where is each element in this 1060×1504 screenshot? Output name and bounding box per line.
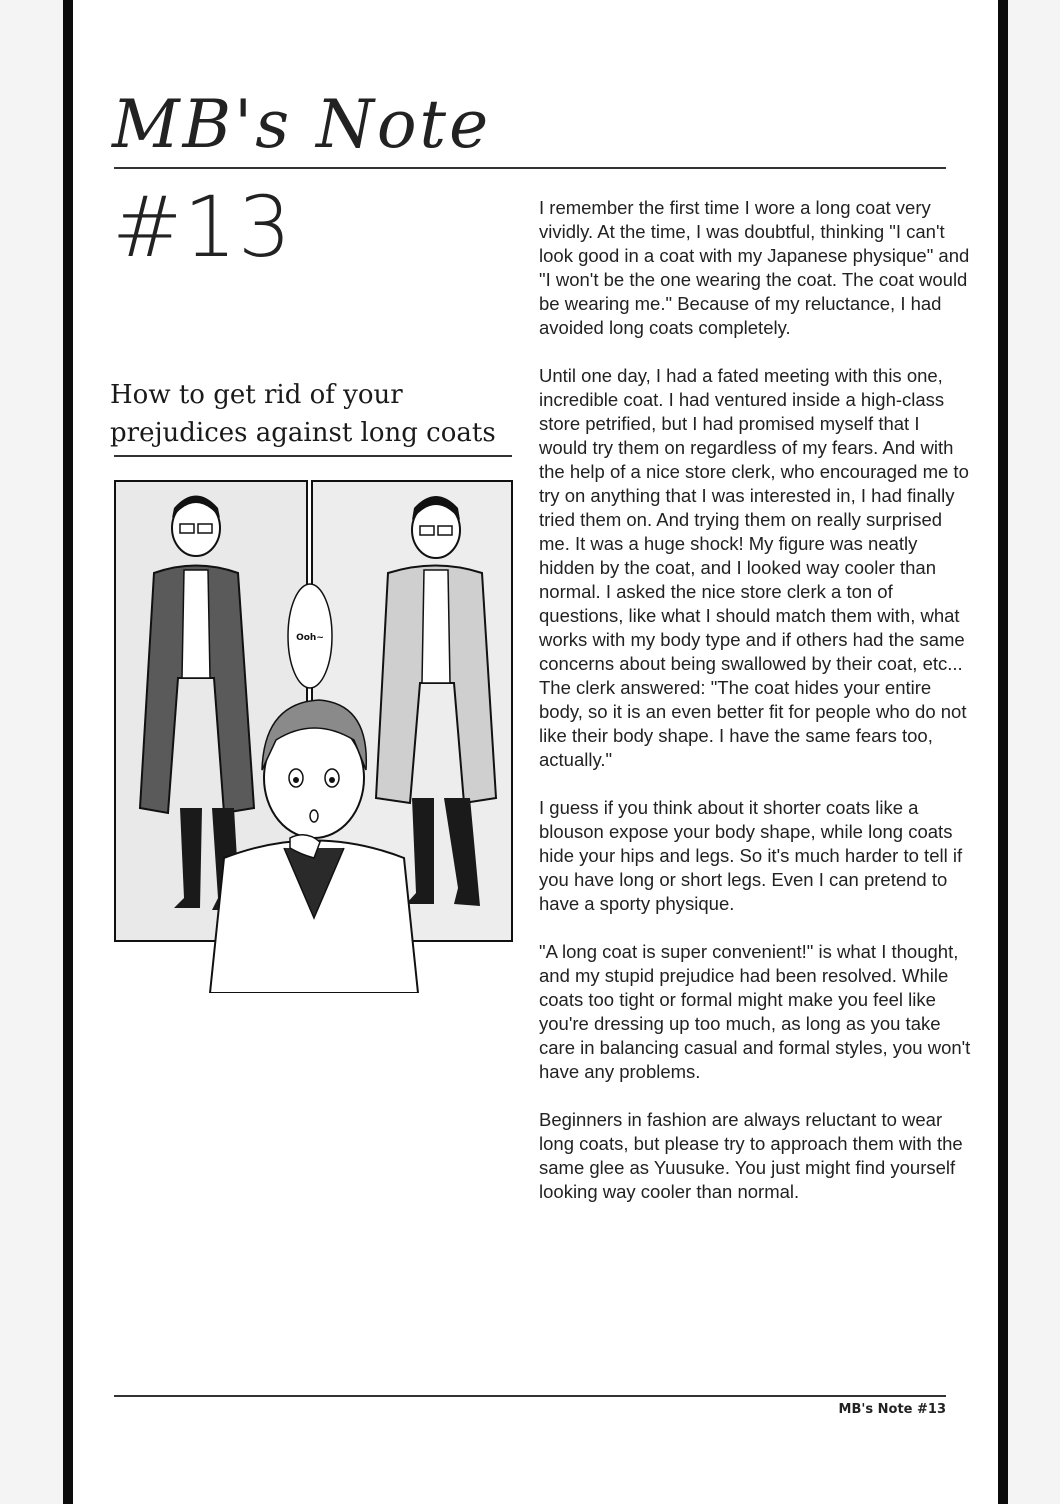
page-left-border (63, 0, 73, 1504)
page-right-border (998, 0, 1008, 1504)
paragraph-convenient: "A long coat is super convenient!" is what I thought, and my stupid prejudice had been resolved. While coats too tight or formal might make you feel like you're dressing up too much, as long as you take care in balancing casual and formal styles, you won't have any problems. (539, 941, 971, 1082)
issue-number: #13 (112, 178, 293, 276)
paragraph-first-long-coat: I remember the first time I wore a long coat very vividly. At the time, I was doubtful, thinking "I can't look good in a coat with my Japanese physique" and "I won't be the one wearing the coat. The coat would be wearing me." Because of my reluctance, I had avoided long coats completely. (539, 197, 970, 338)
paragraph-shorter-coats: I guess if you think about it shorter coats like a blouson expose your body shape, while long coats hide your hips and legs. So it's much harder to tell if you have long or short legs. Even I can pretend to have a sporty physique. (539, 797, 963, 914)
article-body (539, 196, 971, 1228)
footer-divider (114, 1395, 946, 1397)
speech-text: Ooh~ (296, 633, 324, 643)
speech-bubble (288, 584, 332, 688)
coat-illustration (114, 478, 514, 993)
paragraph-fated-meeting: Until one day, I had a fated meeting with this one, incredible coat. I had ventured inside a high-class store petrified, but I had promised myself that I would try them on regardless of my fears. And with the help of a nice store clerk, who encouraged me to try on anything that I was interested in, I had finally tried them on. And trying them on really surprised me. It was a huge shock! My figure was neatly hidden by the coat, and I looked way cooler than normal. I asked the nice store clerk a ton of questions, like what I should match them with, what works with my body type and if others had the same concerns about being swallowed by their coat, etc... The clerk answered: "The coat hides your entire body, so it is an even better fit for people who do not like their body shape. I have the same fears too, actually." (539, 365, 969, 770)
paragraph-beginners: Beginners in fashion are always reluctant to wear long coats, but please try to approach them with the same glee as Yuusuke. You just might find yourself looking way cooler than normal. (539, 1109, 963, 1202)
footer-label: MB's Note #13 (838, 1402, 946, 1417)
note-header-title: MB's Note (112, 86, 492, 163)
section-title: How to get rid of your prejudices against long coats (110, 380, 496, 448)
header-divider (114, 167, 946, 169)
section-divider (114, 455, 512, 457)
